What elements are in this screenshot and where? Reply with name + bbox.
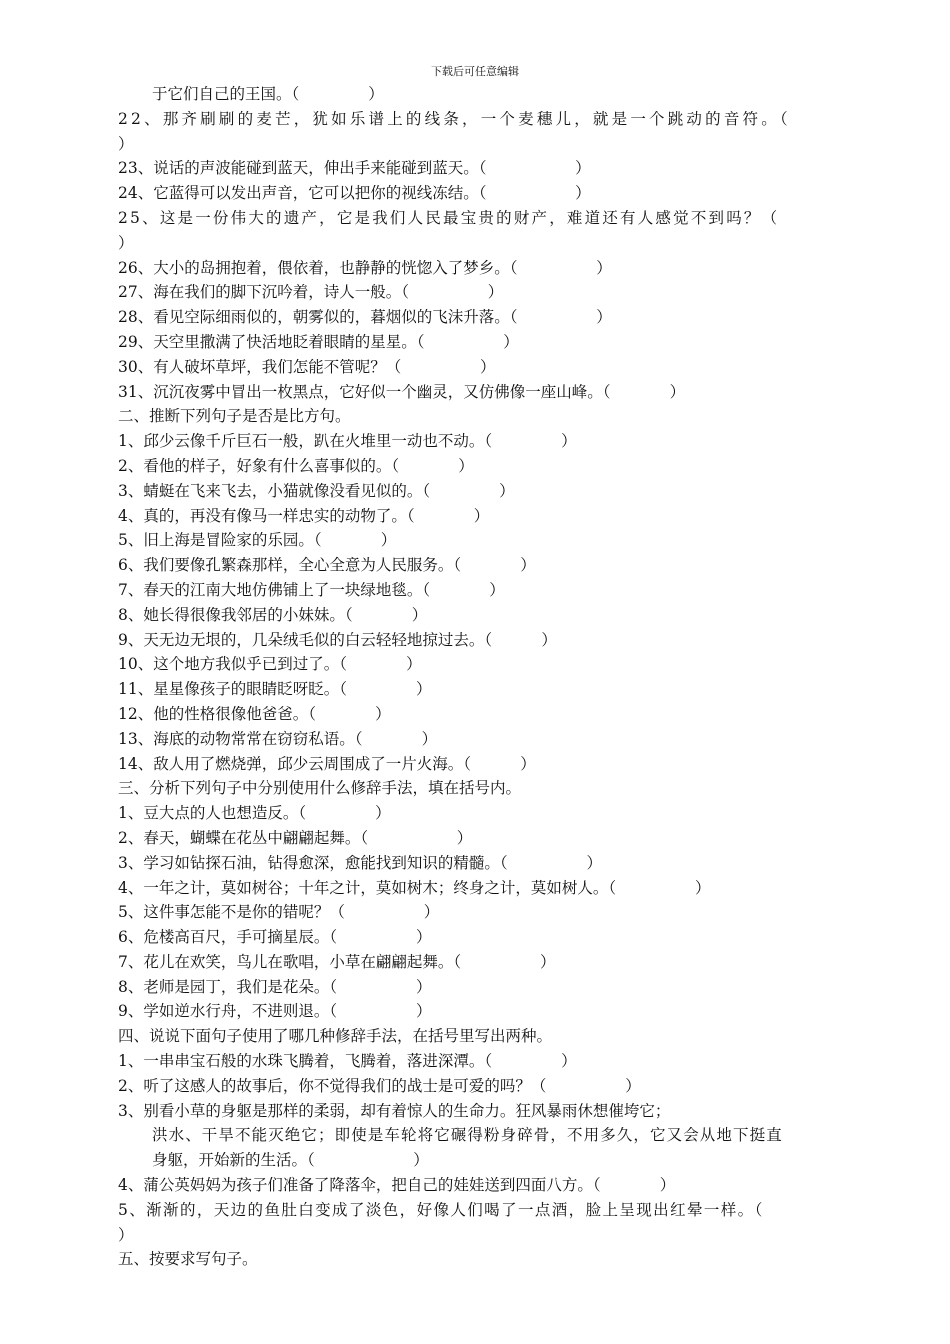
text-line: 5、这件事怎能不是你的错呢？（ ）: [118, 903, 440, 922]
text-line: 22、那齐刷刷的麦芒，犹如乐谱上的线条，一个麦穗儿，就是一个跳动的音符。（: [118, 109, 791, 128]
text-line: 5、渐渐的，天边的鱼肚白变成了淡色，好像人们喝了一点酒，脸上呈现出红晕一样。（: [118, 1200, 764, 1219]
page-header-note: 下载后可任意编辑: [431, 65, 519, 78]
section-heading: 四、说说下面句子使用了哪几种修辞手法，在括号里写出两种。: [118, 1027, 553, 1046]
text-line: 3、别看小草的身躯是那样的柔弱，却有着惊人的生命力。狂风暴雨休想催垮它；: [118, 1101, 671, 1120]
text-line: 4、一年之计，莫如树谷；十年之计，莫如树木；终身之计，莫如树人。（ ）: [118, 878, 711, 897]
text-line: 7、春天的江南大地仿佛铺上了一块绿地毯。（ ）: [118, 580, 505, 599]
text-line: 6、危楼高百尺，手可摘星辰。（ ）: [118, 928, 432, 947]
text-line: 14、敌人用了燃烧弹，邱少云周围成了一片火海。（ ）: [118, 754, 536, 773]
text-line: 5、旧上海是冒险家的乐园。（ ）: [118, 531, 397, 550]
text-line: 12、他的性格很像他爸爸。（ ）: [118, 704, 391, 723]
worksheet-body: [118, 82, 898, 1272]
text-line: 身躯，开始新的生活。（ ）: [152, 1151, 429, 1170]
text-line: 13、海底的动物常常在窃窃私语。（ ）: [118, 729, 438, 748]
text-line: 31、沉沉夜雾中冒出一枚黑点，它好似一个幽灵，又仿佛像一座山峰。（ ）: [118, 382, 686, 401]
text-line: ）: [118, 134, 134, 153]
text-line: 2、春天，蝴蝶在花丛中翩翩起舞。（ ）: [118, 828, 473, 847]
text-line: 7、花儿在欢笑，鸟儿在歌唱，小草在翩翩起舞。（ ）: [118, 952, 556, 971]
text-line: 洪水、干旱不能灭绝它；即使是车轮将它碾得粉身碎骨，不用多久，它又会从地下挺直: [152, 1126, 783, 1145]
section-heading: 五、按要求写句子。: [118, 1250, 258, 1269]
text-line: 11、星星像孩子的眼睛眨呀眨。（ ）: [118, 680, 432, 699]
text-line: 29、天空里撒满了快活地眨着眼睛的星星。（ ）: [118, 332, 519, 351]
text-line: 8、老师是园丁，我们是花朵。（ ）: [118, 977, 432, 996]
text-line: 28、看见空际细雨似的，朝雾似的，暮烟似的飞沫升落。（ ）: [118, 308, 612, 327]
text-line: 26、大小的岛拥抱着，偎依着，也静静的恍惚入了梦乡。（ ）: [118, 258, 612, 277]
section-heading: 三、分析下列句子中分别使用什么修辞手法，填在括号内。: [118, 779, 522, 798]
text-line: 9、天无边无垠的，几朵绒毛似的白云轻轻地掠过去。（ ）: [118, 630, 557, 649]
text-line: 8、她长得很像我邻居的小妹妹。（ ）: [118, 605, 428, 624]
text-line: 1、豆大点的人也想造反。（ ）: [118, 804, 391, 823]
text-line: 4、真的，再没有像马一样忠实的动物了。（ ）: [118, 506, 490, 525]
text-line: 2、听了这感人的故事后，你不觉得我们的战士是可爱的吗？（ ）: [118, 1076, 641, 1095]
text-line: 1、一串串宝石般的水珠飞腾着，飞腾着，落进深潭。（ ）: [118, 1052, 577, 1071]
text-line: 3、学习如钻探石油，钻得愈深，愈能找到知识的精髓。（ ）: [118, 853, 602, 872]
text-line: ）: [118, 1225, 134, 1244]
text-line: 25、这是一份伟大的遗产，它是我们人民最宝贵的财产，难道还有人感觉不到吗？（: [118, 208, 780, 227]
text-line: 6、我们要像孔繁森那样，全心全意为人民服务。（ ）: [118, 556, 536, 575]
text-line: 30、有人破坏草坪，我们怎能不管呢？（ ）: [118, 357, 496, 376]
text-line: 27、海在我们的脚下沉吟着，诗人一般。（ ）: [118, 283, 504, 302]
text-line: 23、说话的声波能碰到蓝天，伸出手来能碰到蓝天。（ ）: [118, 159, 591, 178]
text-line: 10、这个地方我似乎已到过了。（ ）: [118, 655, 422, 674]
text-line: 4、蒲公英妈妈为孩子们准备了降落伞，把自己的娃娃送到四面八方。（ ）: [118, 1176, 676, 1195]
text-line: 于它们自己的王国。（ ）: [152, 85, 384, 103]
text-line: 24、它蓝得可以发出声音，它可以把你的视线冻结。（ ）: [118, 184, 591, 203]
text-line: 9、学如逆水行舟，不进则退。（ ）: [118, 1002, 432, 1021]
section-heading: 二、推断下列句子是否是比方句。: [118, 407, 351, 426]
text-line: 1、邱少云像千斤巨石一般，趴在火堆里一动也不动。（ ）: [118, 432, 577, 451]
text-line: ）: [118, 233, 134, 252]
text-line: 3、蜻蜓在飞来飞去，小猫就像没看见似的。（ ）: [118, 481, 515, 500]
text-line: 2、看他的样子，好象有什么喜事似的。（ ）: [118, 456, 474, 475]
